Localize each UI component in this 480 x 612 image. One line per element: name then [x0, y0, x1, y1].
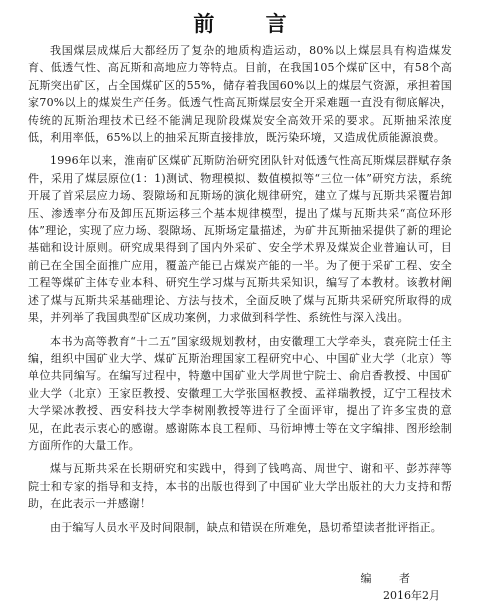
paragraph-3: 本书为高等教育“十二五”国家级规划教材，由安徽理工大学牵头，袁亮院士任主编，组织中国矿业大学、煤矿瓦斯治理国家工程研究中心、中国矿业大学（北京）等单位共同编写。在编写过程中，特邀中国矿业大学周世宁院士、俞启香教授、中国矿业大学（北京）王家臣教授、安徽理工大学张国枢教授、孟祥瑞教授，辽宁工程技术大学梁冰教授、西安科技大学李树刚教授等进行了全面评审，提出了许多宝贵的意见，在此表示衷心的感谢。感谢陈本良工程师、马衍坤博士等在文字编排、图形绘制方面所作的大量工作。 — [28, 334, 452, 452]
signature-block — [361, 570, 441, 604]
paragraph-4: 煤与瓦斯共采在长期研究和实践中，得到了钱鸣高、周世宁、谢和平、彭苏萍等院士和专家的指导和支持，本书的出版也得到了中国矿业大学出版社的大力支持和帮助，在此表示一并感谢！ — [28, 462, 452, 511]
paragraph-2: 1996年以来，淮南矿区煤矿瓦斯防治研究团队针对低透气性高瓦斯煤层群赋存条件，采用了煤层原位(1：1)测试、物理模拟、数值模拟等“三位一体”研究方法，系统开展了首采层应力场、裂隙场和瓦斯场的演化规律研究，建立了煤与瓦斯共采覆岩卸压、渗透率分布及卸压瓦斯运移三个基本规律模型，提出了煤与瓦斯共采“高位环形体”理论，实现了应力场、裂隙场、瓦斯场定量描述，为矿井瓦斯抽采提供了新的理论基础和设计原则。研究成果得到了国内外采矿、安全学术界及煤炭企业普遍认可，目前已在全国全面推广应用，覆盖产能已占煤炭产能的一半。为了便于采矿工程、安全工程等煤矿主体专业本科、研究生学习煤与瓦斯共采知识，编写了本教材。该教材阐述了煤与瓦斯共采基础理论、方法与技术，全面反映了煤与瓦斯共采研究所取得的成果，并列举了我国典型矿区成功案例，力求做到科学性、系统性与深入浅出。 — [28, 154, 452, 325]
date-label: 2016年2月 — [383, 589, 440, 602]
paragraph-1: 我国煤层成煤后大都经历了复杂的地质构造运动，80%以上煤层具有构造煤发育、低透气性、高瓦斯和高地应力等特点。目前，在我国105个煤矿区中，有58个高瓦斯突出矿区，占全国煤矿区的55%，储存着我国60%以上的煤层气资源，承担着国家70%以上的煤炭生产任务。低透气性高瓦斯煤层安全开采难题一直没有彻底解决，传统的瓦斯治理技术已经不能满足现阶段煤炭安全高效开采的要求。瓦斯抽采浓度低，利用率低，65%以上的抽采瓦斯直接排放，既污染环境，又造成优质能源浪费。 — [28, 44, 452, 145]
paragraph-5: 由于编写人员水平及时间限制，缺点和错误在所难免，恳切希望读者批评指正。 — [50, 520, 442, 534]
author-label: 编 者 — [360, 572, 422, 585]
preface-body — [28, 42, 452, 536]
page-title: 前 言 — [193, 12, 309, 36]
